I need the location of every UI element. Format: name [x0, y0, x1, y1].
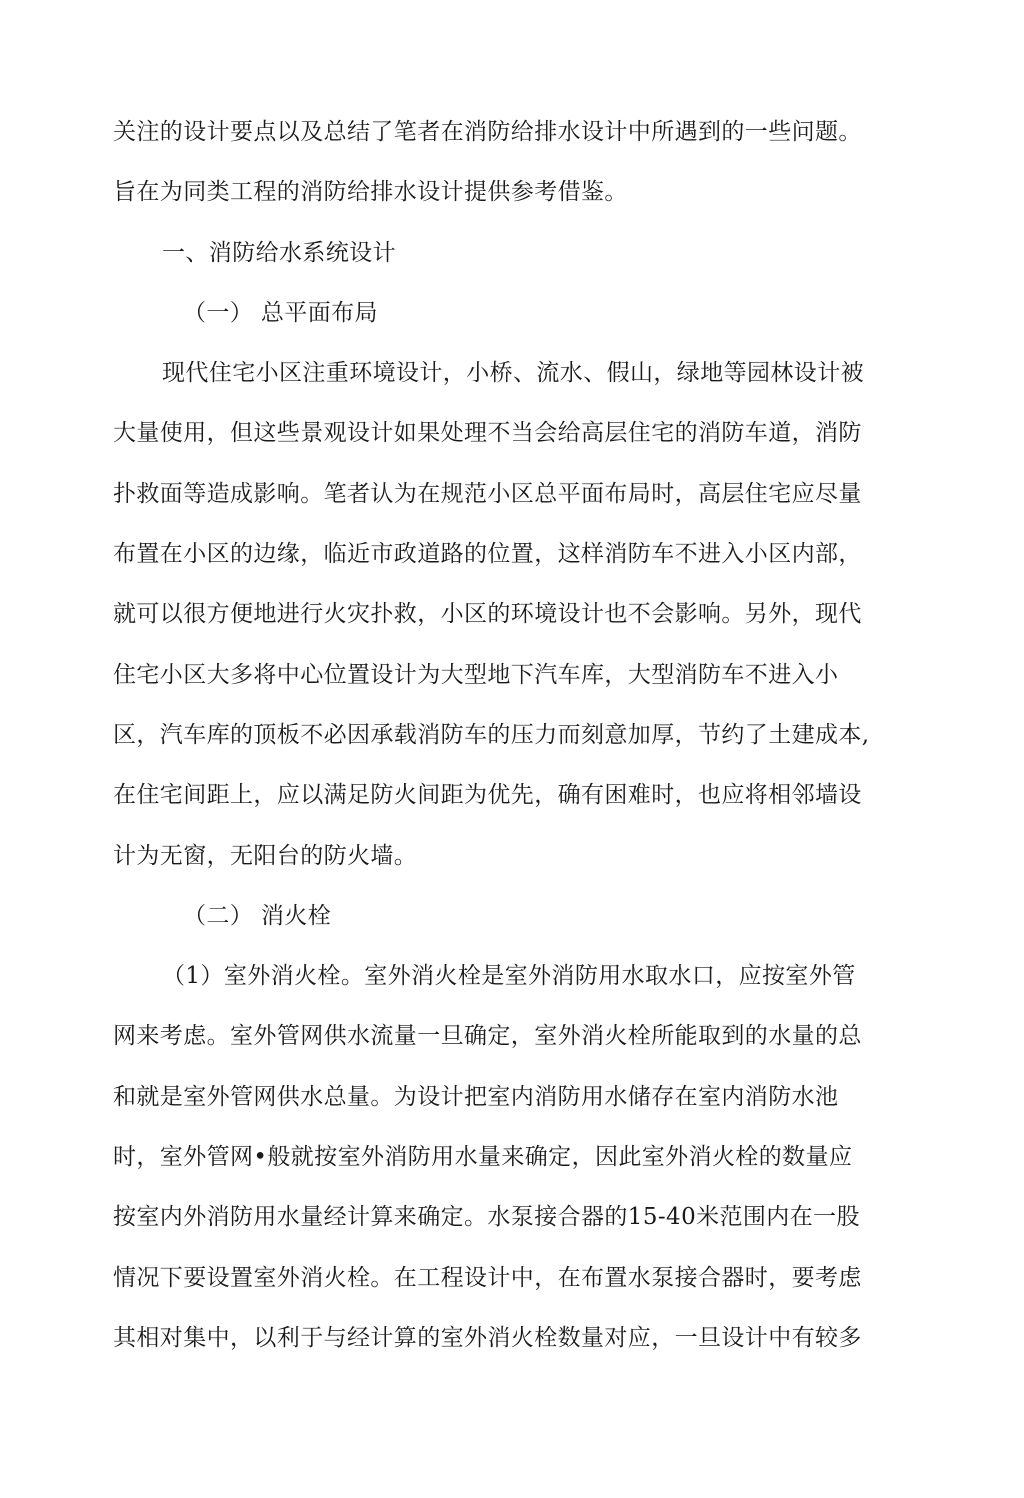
text-line: 计为无窗，无阳台的防火墙。 — [113, 842, 418, 869]
text-line: 布置在小区的边缘，临近市政道路的位置，这样消防车不进入小区内部， — [113, 541, 862, 568]
text-line: 一、消防给水系统设计 — [162, 239, 396, 266]
text-line: 大量使用，但这些景观设计如果处理不当会给高层住宅的消防车道，消防 — [113, 420, 862, 447]
text-line: 现代住宅小区注重环境设计，小桥、流水、假山，绿地等园林设计被 — [162, 360, 864, 387]
text-line: 其相对集中，以利于与经计算的室外消火栓数量对应，一旦设计中有较多 — [113, 1324, 862, 1351]
text-line: 时，室外管网•般就按室外消防用水量来确定，因此室外消火栓的数量应 — [113, 1144, 853, 1171]
text-line: （二） 消火栓 — [183, 902, 332, 929]
text-line: 情况下要设置室外消火栓。在工程设计中，在布置水泵接合器时，要考虑 — [113, 1264, 862, 1291]
text-line: 在住宅间距上，应以满足防火间距为优先，确有困难时，也应将相邻墙设 — [113, 782, 862, 809]
text-line: 网来考虑。室外管网供水流量一旦确定，室外消火栓所能取到的水量的总 — [113, 1023, 862, 1050]
text-line: 旨在为同类工程的消防给排水设计提供参考借鉴。 — [113, 179, 628, 206]
document-body — [113, 108, 873, 1374]
text-line: 按室内外消防用水量经计算来确定。水泵接合器的15-40米范围内在一股 — [113, 1204, 860, 1231]
text-line: 区，汽车库的顶板不必因承载消防车的压力而刻意加厚，节约了土建成本, — [113, 721, 870, 748]
text-line: 扑救面等造成影响。笔者认为在规范小区总平面布局时，高层住宅应尽量 — [113, 480, 862, 507]
text-line: 关注的设计要点以及总结了笔者在消防给排水设计中所遇到的一些问题。 — [113, 119, 862, 145]
text-line: 和就是室外管网供水总量。为设计把室内消防用水储存在室内消防水池 — [113, 1083, 839, 1110]
text-line: （1）室外消火栓。室外消火栓是室外消防用水取水口，应按室外管 — [162, 963, 856, 990]
text-line: （一） 总平面布局 — [183, 299, 378, 326]
text-line: 住宅小区大多将中心位置设计为大型地下汽车库，大型消防车不进入小 — [113, 661, 839, 688]
text-line: 就可以很方便地进行火灾扑救，小区的环境设计也不会影响。另外，现代 — [113, 601, 862, 628]
